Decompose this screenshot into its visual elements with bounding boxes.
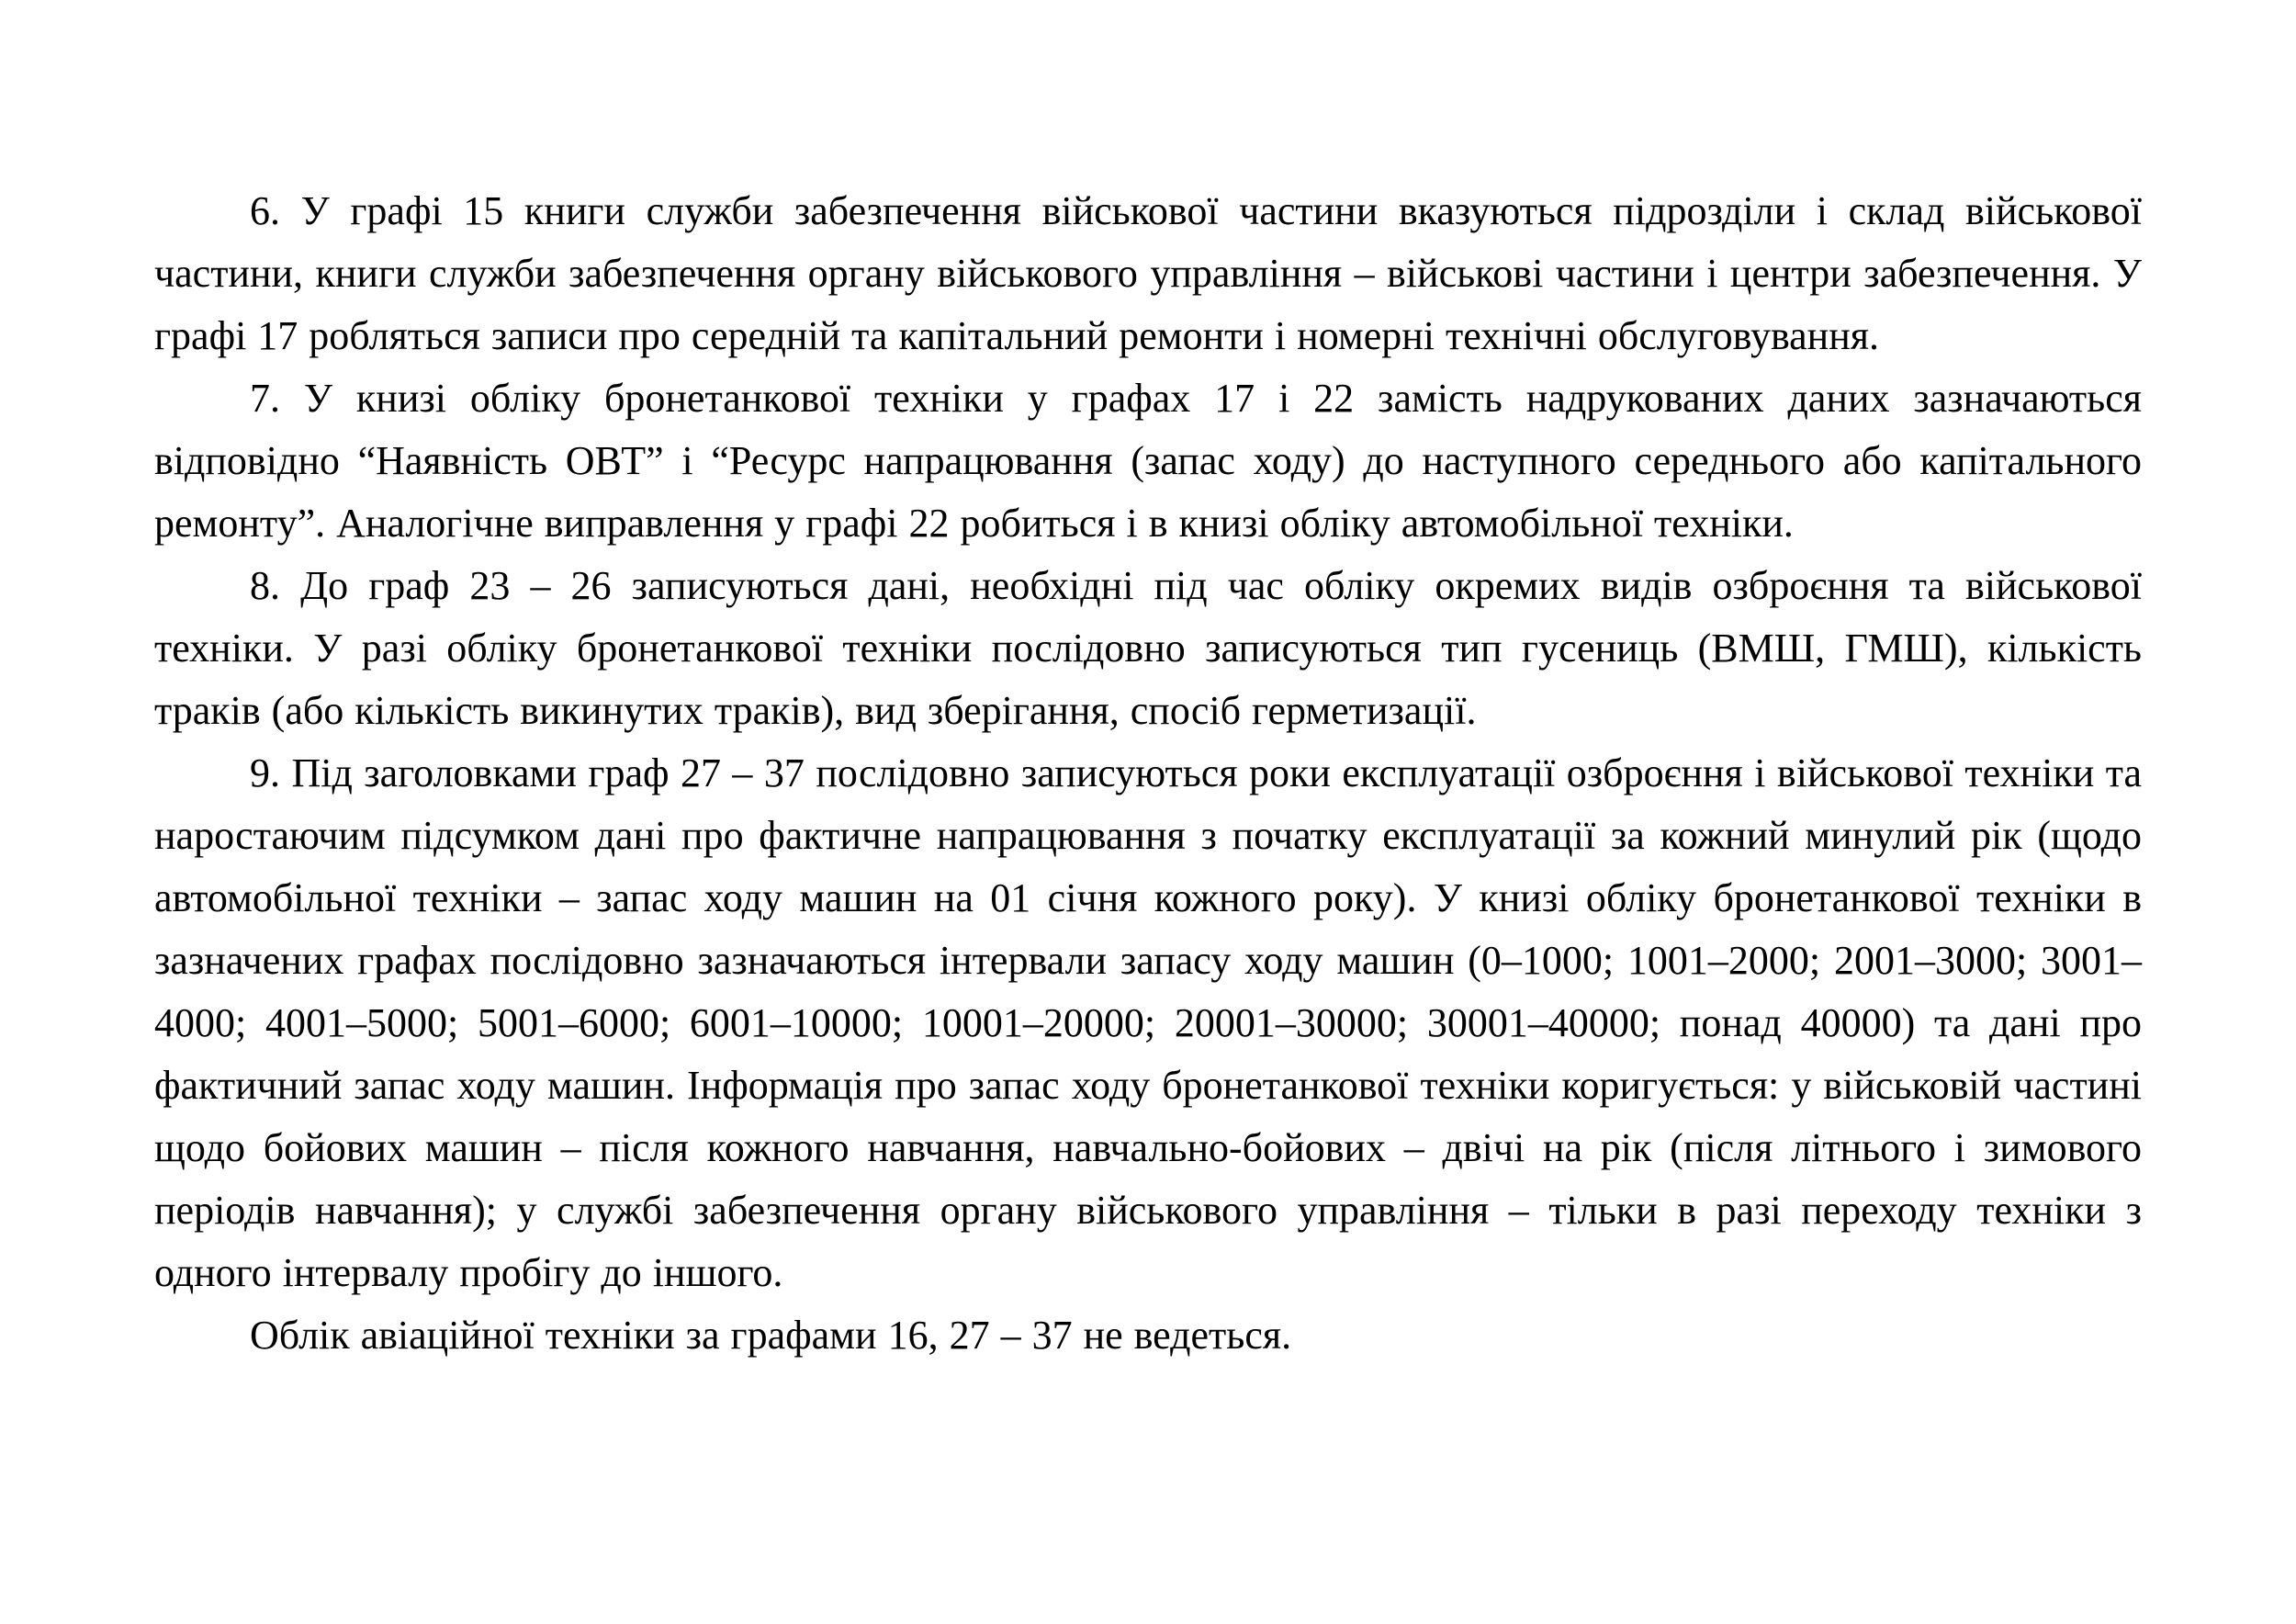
paragraph-item-9: 9. Під заголовками граф 27 – 37 послідовно записуються роки експлуатації озброєння і військової техніки та наростаючим підсумком дані про фактичне напрацювання з початку експлуатації за кожний минулий рік (щодо автомобільної техніки – запас ходу машин на 01 січня кожного року). У книзі обліку бронетанкової техніки в зазначених графах послідовно зазначаються інтервали запасу ходу машин (0–1000; 1001–2000; 2001–3000; 3001–4000; 4001–5000; 5001–6000; 6001–10000; 10001–20000; 20001–30000; 30001–40000; понад 40000) та дані про фактичний запас ходу машин. Інформація про запас ходу бронетанкової техніки коригується: у військовій частині щодо бойових машин – після кожного навчання, навчально-бойових – двічі на рік (після літнього і зимового періодів навчання); у службі забезпечення органу військового управління – тільки в разі переходу техніки з одного інтервалу пробігу до іншого.: [154, 750, 2142, 1295]
paragraph-closing-note: Облік авіаційної техніки за графами 16, 27 – 37 не ведеться.: [250, 1313, 1292, 1358]
paragraph-item-6: 6. У графі 15 книги служби забезпечення військової частини вказуються підрозділи і склад військової частини, книги служби забезпечення органу військового управління – військові частини і центри забезпечення. У графі 17 робляться записи про середній та капітальний ремонти і номерні технічні обслуговування.: [154, 188, 2142, 358]
paragraph-item-8: 8. До граф 23 – 26 записуються дані, необхідні під час обліку окремих видів озброєння та військової техніки. У разі обліку бронетанкової техніки послідовно записуються тип гусениць (ВМШ, ГМШ), кількість траків (або кількість викинутих траків), вид зберігання, спосіб герметизації.: [154, 563, 2142, 733]
paragraph-item-7: 7. У книзі обліку бронетанкової техніки у графах 17 і 22 замість надрукованих даних зазначаються відповідно “Наявність ОВТ” і “Ресурс напрацювання (запас ходу) до наступного середнього або капітального ремонту”. Аналогічне виправлення у графі 22 робиться і в книзі обліку автомобільної техніки.: [154, 376, 2142, 546]
